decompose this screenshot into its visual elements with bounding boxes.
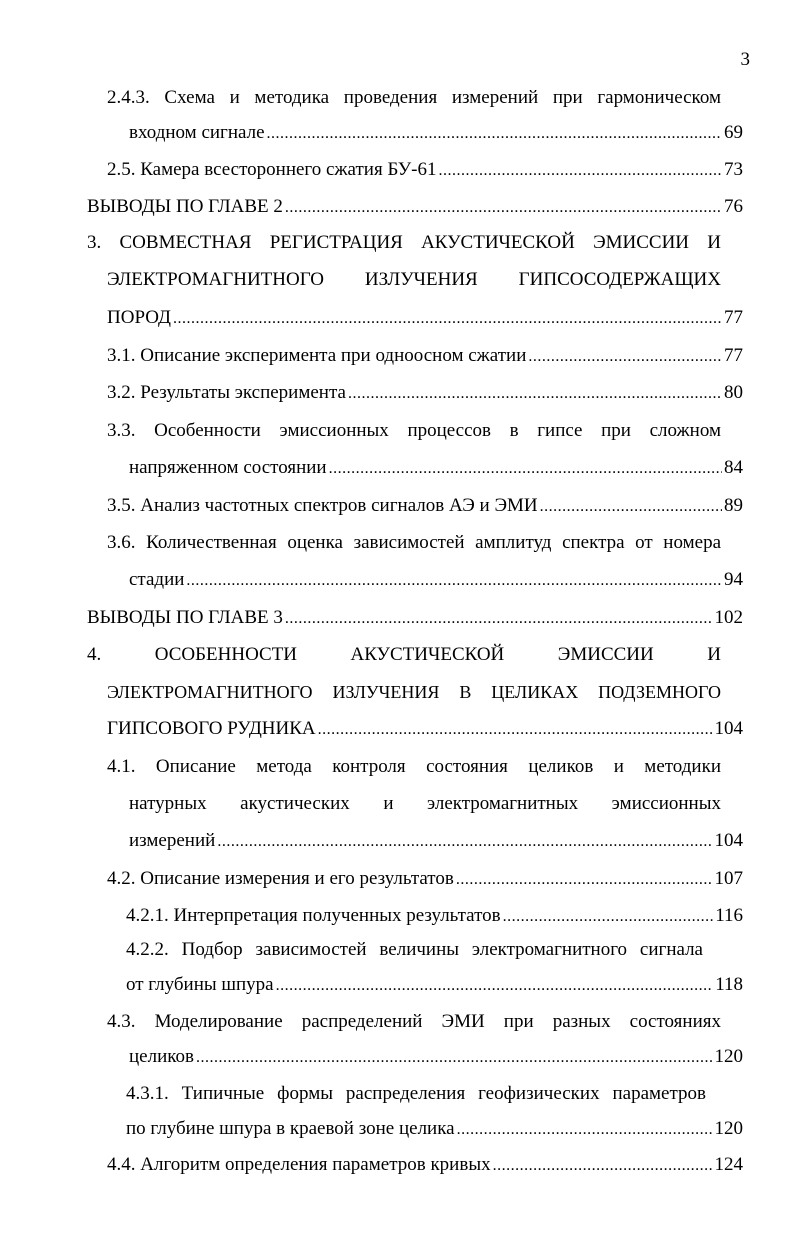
toc-entry-4-1-line2 (129, 792, 721, 818)
toc-page-number: 84 (724, 457, 743, 478)
toc-entry-4-3-line2 (129, 1045, 743, 1071)
toc-page-number: 116 (715, 905, 743, 926)
dot-leader (503, 905, 714, 929)
toc-entry-text: 3.3. Особенности эмиссионных процессов в гипсе при сложном (107, 420, 721, 441)
dot-leader (528, 345, 722, 369)
toc-entry-4-3-1-line2 (126, 1117, 743, 1143)
toc-page-number: 76 (724, 196, 743, 217)
toc-page-number: 120 (714, 1118, 743, 1139)
toc-entry-text: ВЫВОДЫ ПО ГЛАВЕ 2 (87, 196, 283, 217)
toc-entry-2-4-3-line1 (107, 86, 721, 112)
toc-entry-chapter-4-line3 (107, 717, 743, 743)
toc-entry-2-4-3-line2 (129, 121, 743, 147)
toc-page-number: 104 (714, 718, 743, 739)
toc-entry-text: входном сигнале (129, 122, 265, 143)
toc-entry-3-6-line2 (129, 568, 743, 594)
toc-entry-4-3-line1 (107, 1010, 721, 1036)
toc-entry-text: 4.3.1. Типичные формы распределения геофизических параметров (126, 1083, 706, 1104)
toc-page-number: 89 (724, 495, 743, 516)
toc-entry-text: целиков (129, 1046, 194, 1067)
toc-entry-text: 4.1. Описание метода контроля состояния целиков и методики (107, 756, 721, 777)
toc-entry-text: 3.2. Результаты эксперимента (107, 382, 346, 403)
toc-entry-3-1 (107, 344, 743, 370)
toc-entry-text: ВЫВОДЫ ПО ГЛАВЕ 3 (87, 607, 283, 628)
toc-entry-text: 4.2.1. Интерпретация полученных результатов (126, 905, 501, 926)
toc-page-number: 80 (724, 382, 743, 403)
toc-entry-4-3-1-line1 (126, 1082, 706, 1108)
toc-entry-text: 3.1. Описание эксперимента при одноосном сжатии (107, 345, 527, 366)
toc-page-number: 107 (714, 868, 743, 889)
toc-page-number: 120 (714, 1046, 743, 1067)
dot-leader (457, 1118, 713, 1142)
toc-page-number: 94 (724, 569, 743, 590)
toc-entry-chapter-3-line2 (107, 268, 721, 294)
toc-entry-text: 4.3. Моделирование распределений ЭМИ при разных состояниях (107, 1011, 721, 1032)
toc-entry-text: 3.6. Количественная оценка зависимостей амплитуд спектра от номера (107, 532, 721, 553)
toc-entry-conclusions-2 (87, 195, 743, 221)
toc-page-number: 104 (714, 830, 743, 851)
dot-leader (285, 607, 713, 631)
toc-entry-4-4 (107, 1153, 743, 1179)
toc-entry-text: ГИПСОВОГО РУДНИКА (107, 718, 316, 739)
toc-entry-conclusions-3 (87, 606, 743, 632)
dot-leader (196, 1046, 713, 1070)
toc-entry-text: 3. СОВМЕСТНАЯ РЕГИСТРАЦИЯ АКУСТИЧЕСКОЙ ЭМИССИИ И (87, 232, 721, 253)
toc-entry-text: измерений (129, 830, 216, 851)
toc-entry-text: ЭЛЕКТРОМАГНИТНОГО ИЗЛУЧЕНИЯ ГИПСОСОДЕРЖАЩИХ (107, 269, 721, 290)
toc-entry-text: 4. ОСОБЕННОСТИ АКУСТИЧЕСКОЙ ЭМИССИИ И (87, 644, 721, 665)
toc-page-number: 77 (724, 345, 743, 366)
toc-entry-text: 2.4.3. Схема и методика проведения измерений при гармоническом (107, 87, 721, 108)
dot-leader (348, 382, 722, 406)
toc-entry-4-2-2-line1 (126, 938, 703, 964)
toc-entry-text: напряженном состоянии (129, 457, 327, 478)
toc-entry-2-5 (107, 158, 743, 184)
toc-page-number: 69 (724, 122, 743, 143)
dot-leader (276, 974, 714, 998)
toc-page-number: 73 (724, 159, 743, 180)
toc-entry-3-5 (107, 494, 743, 520)
dot-leader (267, 122, 722, 146)
dot-leader (217, 830, 712, 854)
toc-entry-3-3-line1 (107, 419, 721, 445)
toc-entry-3-3-line2 (129, 456, 743, 482)
toc-entry-chapter-4-line2 (107, 680, 721, 706)
toc-page-number: 118 (715, 974, 743, 995)
toc-entry-text: 3.5. Анализ частотных спектров сигналов АЭ и ЭМИ (107, 495, 538, 516)
dot-leader (439, 159, 723, 183)
toc-entry-text: 4.2.2. Подбор зависимостей величины электромагнитного сигнала (126, 939, 703, 960)
toc-entry-text: ЭЛЕКТРОМАГНИТНОГО ИЗЛУЧЕНИЯ В ЦЕЛИКАХ ПОДЗЕМНОГО (107, 682, 721, 702)
toc-entry-text: 4.4. Алгоритм определения параметров кривых (107, 1154, 491, 1175)
dot-leader (318, 718, 713, 742)
page-number: 3 (740, 49, 750, 70)
dot-leader (186, 569, 722, 593)
toc-entry-text: натурных акустических и электромагнитных эмиссионных (129, 793, 721, 814)
toc-entry-text: от глубины шпура (126, 974, 274, 995)
toc-entry-text: стадии (129, 569, 185, 590)
toc-entry-4-2-2-line2 (126, 973, 743, 999)
toc-entry-4-1-line1 (107, 755, 721, 781)
toc-entry-4-1-line3 (129, 829, 743, 855)
toc-page-number: 102 (714, 607, 743, 628)
toc-page-number: 124 (714, 1154, 743, 1175)
dot-leader (456, 868, 713, 892)
toc-entry-text: 2.5. Камера всестороннего сжатия БУ-61 (107, 159, 437, 180)
toc-page-number: 77 (724, 307, 743, 328)
dot-leader (493, 1154, 713, 1178)
toc-entry-4-2-1 (126, 904, 743, 930)
dot-leader (285, 196, 722, 220)
toc-entry-text: ПОРОД (107, 307, 171, 328)
toc-entry-3-2 (107, 381, 743, 407)
dot-leader (329, 457, 722, 481)
dot-leader (540, 495, 722, 519)
toc-entry-4-2 (107, 867, 743, 893)
toc-entry-chapter-3-line3 (107, 306, 743, 332)
dot-leader (173, 307, 722, 331)
toc-entry-3-6-line1 (107, 531, 721, 557)
toc-entry-text: 4.2. Описание измерения и его результатов (107, 868, 454, 889)
toc-entry-text: по глубине шпура в краевой зоне целика (126, 1118, 455, 1139)
toc-entry-chapter-3-line1 (87, 231, 721, 257)
toc-entry-chapter-4-line1 (87, 643, 721, 669)
